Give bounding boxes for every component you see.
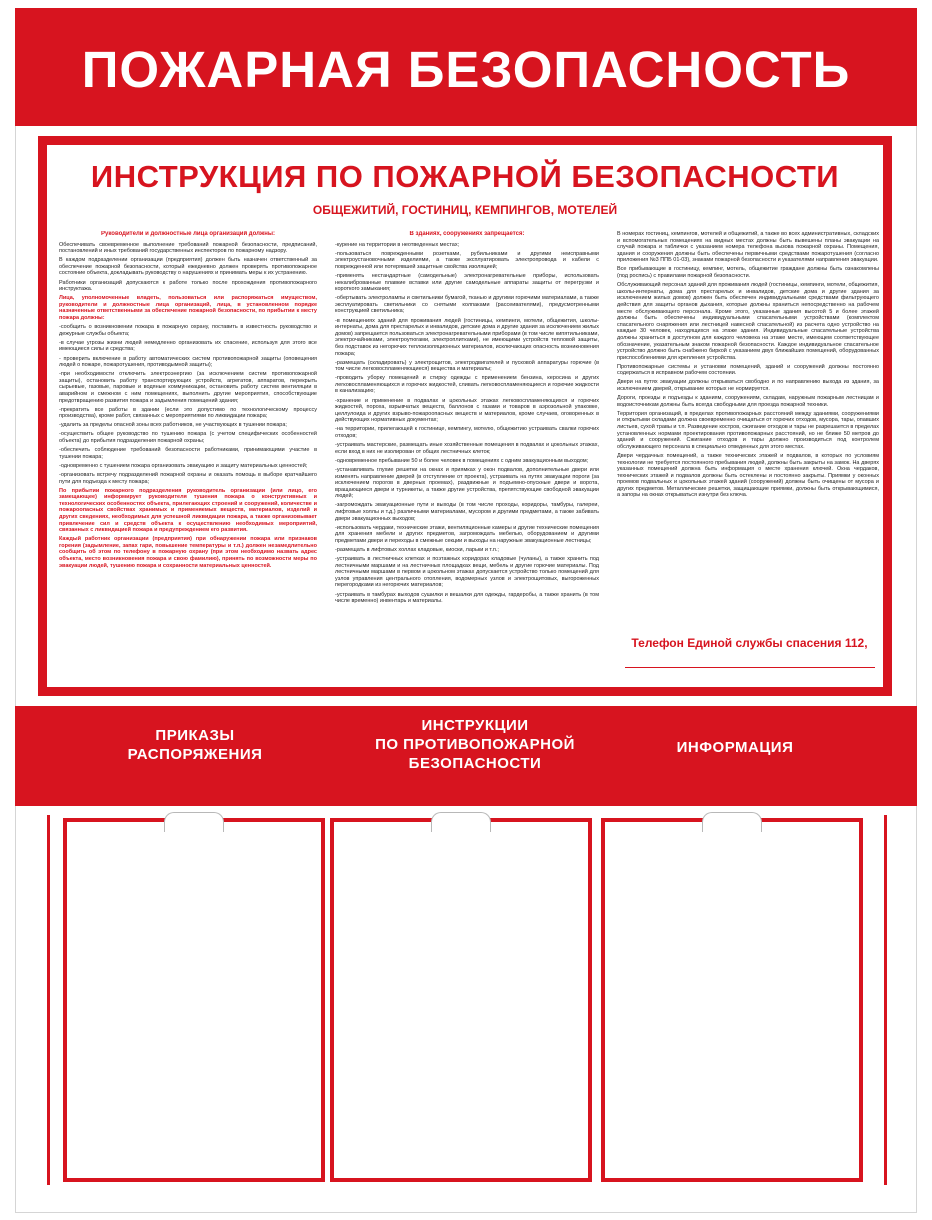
red-paragraph: По прибытии пожарного подразделения руководитель организации (или лицо, его замещающее) информирует руководителя тушения пожара о конструктивных и технологических особенностях объекта, прилегающих строений и сооружений, количестве и пожароопасных свойствах хранимых и применяемых веществ, материалов, изделий и других сведениях, необходимых для успешной ликвидации пожара, а также организовывает привлечение сил и средств объекта к осуществлению необходимых мероприятий, связанных с ликвидацией пожара и предупреждением его развития.: [59, 487, 317, 534]
pocket-tab: [702, 812, 762, 832]
paragraph: -курение на территории в неотведенных местах;: [335, 241, 460, 248]
label-line: БЕЗОПАСНОСТИ: [408, 755, 542, 772]
instruction-title: ИНСТРУКЦИЯ ПО ПОЖАРНОЙ БЕЗОПАСНОСТИ: [90, 159, 840, 194]
paragraph: -устраивать мастерские, размещать иные хозяйственные помещения в подвалах и цокольных этажах, если вход в них не изолирован от общих лестничных клеток;: [335, 442, 599, 455]
paragraph: -устанавливать глухие решетки на окнах и приямках у окон подвалов, дополнительные двери или изменять направление дверей (в отступление от проекта), устраивать на путях эвакуации пороги (за исключением порогов в дверных проемах), раздвижные и подъемно-опускные двери и ворота, вращающиеся двери и турникеты, а также другие устройства, препятствующие свободной эвакуации людей;: [335, 466, 599, 500]
paragraph: -устраивать в лестничных клетках и поэтажных коридорах кладовые (чуланы), а также хранить под лестничными маршами и на лестничных площадках вещи, мебель и другие горючие материалы. Под лестничными маршами в первом и цокольном этажах допускается устройство только помещений для узлов управления центрального отопления, водомерных узлов и электрощитовых, выгороженных перегородками из негорючих материалов;: [335, 556, 599, 589]
paragraph: Работники организаций допускаются к работе только после прохождения противопожарного инструктажа.: [59, 279, 317, 293]
paragraph: -использовать чердаки, технические этажи, вентиляционные камеры и другие технические помещения для хранения мебели и других предметов, загромождать мебелью, оборудованием и другими предметами двери и переходы в смежные секции и выходы на наружные эвакуационные лестницы;: [335, 524, 599, 544]
column-heading: В зданиях, сооружениях запрещается:: [409, 231, 525, 237]
label-information: [635, 738, 835, 757]
paragraph: -обертывать электролампы и светильники бумагой, тканью и другими горючими материалами, а также эксплуатировать светильники со снятыми колпаками (рассеивателями), предусмотренными конструкцией светильника;: [335, 295, 599, 315]
paragraph: -удалить за пределы опасной зоны всех работников, не участвующих в тушении пожара;: [59, 422, 287, 429]
instruction-column-2: [335, 231, 599, 686]
instruction-column-1: [59, 231, 317, 686]
paragraph: Дороги, проезды и подъезды к зданиям, сооружениям, складам, наружным пожарным лестницам и водоисточникам должны быть всегда свободными для проезда пожарной техники.: [617, 395, 879, 408]
left-red-edge: [47, 815, 50, 1185]
paragraph: - проверить включение в работу автоматических систем противопожарной защиты (оповещения людей о пожаре, пожаротушения, противодымной защиты);: [59, 355, 317, 369]
paragraph: -обеспечить соблюдение требований безопасности работниками, принимающими участие в тушении пожара;: [59, 447, 317, 460]
paragraph: В каждом подразделении организации (предприятия) должен быть назначен ответственный за обеспечение пожарной безопасности, который ежедневно должен проверять противопожарное состояние объекта, докладывать руководству о нарушениях и принимать меры к их устранению.: [59, 257, 317, 277]
paragraph: В номерах гостиниц, кемпингов, мотелей и общежитий, а также во всех административных, складских и вспомогательных помещениях на видных местах должны быть вывешены планы эвакуации на случай пожара и таблички с указанием номера телефона вызова пожарной охраны. Помещения, здания и сооружения должны быть обеспечены первичными средствами пожаротушения (согласно приложения №3 ППБ 01-03), знаками пожарной безопасности и указателями направления эвакуации.: [617, 231, 879, 264]
paragraph: Двери на путях эвакуации должны открываться свободно и по направлению выхода из здания, за исключением дверей, открывание которых не нормируется.: [617, 379, 879, 393]
paragraph: -хранение и применение в подвалах и цокольных этажах легковоспламеняющихся и горючих жидкостей, пороха, взрывчатых веществ, баллонов с газами и товаров в аэрозольной упаковке, целлулоида и других взрыво-пожароопасных веществ и материалов, кроме случаев, оговоренных в действующих нормативных документах;: [335, 397, 599, 424]
red-paragraph: Каждый работник организации (предприятия) при обнаружении пожара или признаков горения (задымление, запах гари, повышение температуры и т.п.) должен незамедлительно сообщить об этом по телефону в пожарную охрану (при этом необходимо назвать адрес объекта, место возникновения пожара и свою фамилию), принять по возможности меры по эвакуации людей, тушению пожара и сохранности материальных ценностей.: [59, 536, 317, 569]
phone-underline: [625, 667, 875, 668]
paragraph: -организовать встречу подразделений пожарной охраны и оказать помощь в выборе кратчайшего пути для подъезда к месту пожара;: [59, 471, 317, 485]
page-title: ПОЖАРНАЯ БЕЗОПАСНОСТЬ: [81, 41, 851, 98]
paragraph: -при необходимости отключить электроэнергию (за исключением систем противопожарной защиты), остановить работу транспортирующих устройств, агрегатов, аппаратов, перекрыть сырьевые, газовые, паровые и водяные коммуникации, остановить работу систем вентиляции в аварийном и смежном с ним помещениях, выполнить другие мероприятия, способствующие предотвращению развития пожара и задымления помещений здания;: [59, 371, 317, 404]
paragraph: -сообщить о возникновении пожара в пожарную охрану, поставить в известность руководство и дежурные службы объекта;: [59, 324, 317, 337]
paragraph: Противопожарные системы и установки помещений, зданий и сооружений должны постоянно содержаться в исправном рабочем состоянии.: [617, 363, 879, 377]
instruction-panel: [38, 136, 892, 696]
emergency-phone: Телефон Единой службы спасения 112,: [631, 636, 868, 650]
paragraph: Двери чердачных помещений, а также технических этажей и подвалов, в которых по условиям технологии не требуется постоянного пребывания людей, должны быть закрыты на замок. На дверях указанных помещений должна быть информация о месте хранения ключей. Окна чердаков, технических этажей и подвалов должны быть остеклены и постоянно закрыты. Приямки у оконных проемов подвальных и цокольных этажей зданий (сооружений) должны быть очищены от мусора и других предметов. Металлические решетки, защищающие приямки, должны быть открывающимися, а запоры на окнах открываться изнутри без ключа.: [617, 452, 879, 499]
header-banner: [15, 8, 917, 126]
paragraph: -осуществить общее руководство по тушению пожара (с учетом специфических особенностей объекта) до прибытия подразделения пожарной охраны;: [59, 431, 317, 445]
instruction-column-3: [617, 231, 879, 686]
paragraph: -применять нестандартные (самодельные) электронагревательные приборы, использовать некалиброванные плавкие вставки или другие самодельные аппараты защиты от перегрузки и короткого замыкания;: [335, 272, 599, 293]
document-pocket-2[interactable]: [330, 818, 592, 1182]
paragraph: Территория организаций, в пределах противопожарных расстояний между зданиями, сооружениями и открытыми складами должна своевременно очищаться от горючих отходов, мусора, тары, опавших листьев, сухой травы и т.п. Разведение костров, сжигание отходов и тары не разрешается в пределах установленных нормами проектирования противопожарных расстояний, но не ближе 50 метров до зданий и сооружений. Сжигание отходов и тары должно производиться под контролем обслуживающего персонала в специально отведенных для этого местах.: [617, 410, 879, 450]
column-heading: Руководители и должностные лица организаций должны:: [101, 231, 275, 237]
pocket-tab: [431, 812, 491, 832]
paragraph: -в помещениях зданий для проживания людей (гостиницы, кемпинги, мотели, общежития, школы-интернаты, дома для престарелых и инвалидов, детские дома и другие здания за исключением жилых домов) запрещается пользоваться электронагревательными приборами (в том числе кипятильниками, электрочайниками, электроутюгами, электроплитками), не имеющими устройств тепловой защиты, без подставок из негорючих теплоизоляционных материалов, исключающих опасность возникновения пожара;: [335, 317, 599, 357]
pocket-tab: [164, 812, 224, 832]
paragraph: -размещать в лифтовых холлах кладовые, киоски, ларьки и т.п.;: [335, 546, 499, 553]
instruction-subtitle: ОБЩЕЖИТИЙ, ГОСТИНИЦ, КЕМПИНГОВ, МОТЕЛЕЙ: [312, 203, 618, 217]
document-pocket-1[interactable]: [63, 818, 325, 1182]
right-red-edge: [884, 815, 887, 1185]
label-line: ПРИКАЗЫ: [155, 727, 235, 744]
paragraph: -одновременное пребывание 50 и более человек в помещениях с одним эвакуационным выходом;: [335, 457, 589, 464]
paragraph: -в случае угрозы жизни людей немедленно организовать их спасение, используя для этого все имеющиеся силы и средства;: [59, 339, 317, 353]
label-orders: [95, 726, 295, 764]
red-paragraph: Лица, уполномоченные владеть, пользоваться или распоряжаться имуществом, руководители и должностные лица организаций, лица, в установленном порядке назначенные ответственными за обеспечение пожарной безопасности, по прибытии к месту пожара должны:: [59, 295, 317, 322]
paragraph: -пользоваться поврежденными розетками, рубильниками и другими неисправными электроустановочными изделиями, а также эксплуатировать электропровода и кабели с поврежденной или потерявшей защитные свойства изоляцией;: [335, 250, 599, 270]
label-line: ПО ПРОТИВОПОЖАРНОЙ: [375, 736, 575, 753]
paragraph: -прекратить все работы в здании (если это допустимо по технологическому процессу производства), кроме работ, связанных с мероприятиями по ликвидации пожара;: [59, 406, 317, 420]
label-line: ИНСТРУКЦИИ: [421, 717, 529, 734]
paragraph: Все прибывающие в гостиницу, кемпинг, мотель, общежитие граждане должны быть ознакомлены (под роспись) с правилами пожарной безопасности.: [617, 266, 879, 280]
paragraph: -устраивать в тамбурах выходов сушилки и вешалки для одежды, гардеробы, а также хранить (в том числе временно) инвентарь и материалы.: [335, 591, 599, 605]
paragraph: -одновременно с тушением пожара организовать эвакуацию и защиту материальных ценностей;: [59, 462, 308, 469]
label-line: ИНФОРМАЦИЯ: [676, 739, 794, 756]
document-pocket-3[interactable]: [601, 818, 863, 1182]
paragraph: Обслуживающий персонал зданий для проживания людей (гостиницы, кемпинги, мотели, общежития, школы-интернаты, дома для престарелых и инвалидов, детские дома и другие здания за исключением жилых домов) должен быть обеспечен индивидуальными средствами фильтрующего действия для защиты органов дыхания, которые должны храниться непосредственно на рабочем месте обслуживающего персонала. Кроме этого, указанные здания высотой 5 и более этажей должны быть обеспечены индивидуальными спасательными устройствами (комплектом спасательного снаряжения или лестницей навесной спасательной) из расчета одно устройство на каждые 30 человек, находящихся на этаже здания. Индивидуальные спасательные устройства должны храниться в доступном для каждого человека на этаже месте, имеющем соответствующее обозначение, указательным знаком пожарной безопасности. Каждое индивидуальное спасательное устройство должно быть снабжено биркой с указанием двух ближайших помещений, оборудованных приспособлениями для крепления устройства.: [617, 282, 879, 361]
paragraph: Обеспечивать своевременное выполнение требований пожарной безопасности, предписаний, постановлений и иных требований государственных инспекторов по пожарному надзору.: [59, 241, 317, 255]
paragraph: -загромождать эвакуационные пути и выходы (в том числе проходы, коридоры, тамбуры, галереи, лифтовые холлы и т.д.) различными материалами, мусором и другими предметами, а также забивать двери эвакуационных выходов;: [335, 502, 599, 522]
paragraph: -проводить уборку помещений и стирку одежды с применением бензина, керосина и других легковоспламеняющихся и горючих жидкостей, сливать легковоспламеняющиеся и горючие жидкости в канализацию;: [335, 375, 599, 395]
pocket-labels-band: [15, 706, 917, 806]
label-line: РАСПОРЯЖЕНИЯ: [127, 746, 263, 763]
paragraph: -размещать (складировать) у электрощитов, электродвигателей и пусковой аппаратуры горючие (в том числе легковоспламеняющиеся) вещества и материалы;: [335, 359, 599, 373]
label-instructions: [355, 716, 595, 773]
paragraph: -на территории, прилегающей к гостинице, кемпингу, мотелю, общежитию устраивать свалки горючих отходов;: [335, 426, 599, 440]
